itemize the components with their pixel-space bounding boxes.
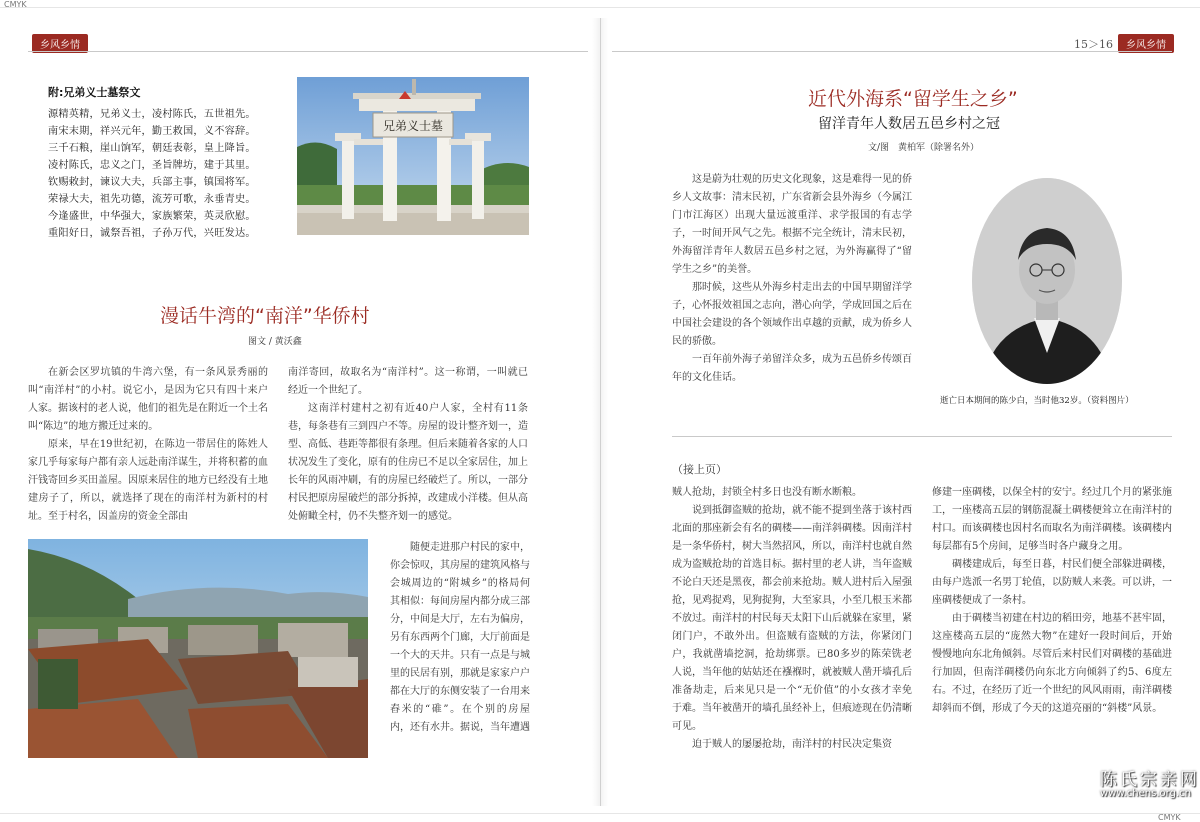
paragraph: 这是蔚为壮观的历史文化现象，这是难得一见的侨乡人文故事：清末民初，广东省新会县外海乡（今属江门市江海区）出现大量远渡重洋、求学报国的有志学子，一时间开风气之先。根据不完全统计，清末民初，外海留洋青年人数居五邑乡村之冠，为外海赢得了“留学生之乡”的美誉。	[672, 174, 912, 275]
continued-col-1	[672, 484, 912, 754]
jiwen-block	[48, 84, 288, 242]
paragraph: 迫于贼人的屡屡抢劫，南洋村的村民决定集资	[692, 739, 892, 750]
jiwen-line: 凌村陈氏，忠义之门，圣旨牌坊，建于其里。	[48, 160, 256, 171]
memorial-arch-photo	[297, 77, 529, 235]
section-divider	[672, 436, 1172, 437]
left-section-tag: 乡风乡情	[32, 34, 88, 53]
paragraph: 这南洋村建村之初有近40户人家，全村有11条巷，每条巷有三到四户不等。房屋的设计整齐划一，造型、高低、巷距等都很有条理。但后来随着各家的人口状况发生了变化，原有的住房已不足以全家居住，加上长年的风雨冲刷，有的房屋已经破烂了。所以，一部分村民把原房屋破烂的部分拆掉，改建成小洋楼。但从高处俯瞰全村，仍不失整齐划一的感觉。	[288, 403, 528, 522]
left-header-rule	[28, 51, 588, 52]
page-number: 15＞16	[1074, 38, 1113, 51]
jiwen-line: 源精英精，兄弟义士，凌村陈氏，五世祖先。	[48, 109, 256, 120]
village-rooftops-photo	[28, 539, 368, 758]
continued-label: （接上页）	[672, 463, 727, 476]
top-trim-line	[0, 7, 1200, 8]
paragraph: 碉楼建成后，每至日暮，村民们便全部躲进碉楼，由每户选派一名男丁轮值，以防贼人来袭。可以讲，一座碉楼便成了一条村。	[932, 559, 1172, 606]
paragraph: 原来，早在19世纪初，在陈边一带居住的陈姓人家几乎每家每户都有亲人远赴南洋谋生，并将积蓄的血汗钱寄回乡买田盖屋。因原来居住的地方已经没有土地建房子了，所以，就选择了现在的南洋村为新村的村址。至于村名，因盖房的资金全部由	[28, 439, 268, 522]
left-article-col-3	[390, 539, 530, 737]
cmyk-mark: CMYK	[4, 0, 27, 9]
jiwen-line: 三千石粮，崖山饷军，朝廷表彰，皇上降旨。	[48, 143, 256, 154]
jiwen-line: 南宋末期，祥兴元年，勤王救国，义不容辞。	[48, 126, 256, 137]
right-article-title: 近代外海系“留学生之乡”	[808, 88, 1018, 110]
jiwen-line: 荣禄大夫，祖先功德，流芳可歌，永垂青史。	[48, 194, 256, 205]
portrait-caption: 逝亡日本期间的陈少白，当时他32岁。（资料图片）	[940, 396, 1134, 406]
continued-col-2	[932, 484, 1172, 718]
jiwen-line: 重阳好日，诚祭吾祖，子孙万代，兴旺发达。	[48, 228, 256, 239]
watermark-site-name: 陈氏宗亲网	[1100, 770, 1200, 790]
left-article-col-2	[288, 364, 528, 526]
paragraph: 一百年前外海子弟留洋众多，成为五邑侨乡传颂百年的文化佳话。	[672, 354, 912, 383]
paragraph: 说到抵御盗贼的抢劫，就不能不提到坐落于该村西北面的那座新会有名的碉楼——南洋斜碉楼。因南洋村是一条华侨村，树大当然招风，所以，南洋村也就自然成为盗贼抢劫的首选目标。据村里的老人讲，当年盗贼不论白天还是黑夜，都会前来抢劫。贼人进村后入屋强抢，见鸡捉鸡，见狗捉狗，大至家具，小至几根玉米都不放过。南洋村的村民每天太阳下山后就躲在家里，紧闭门户，不敢外出。但盗贼有盗贼的方法，你紧闭门户，我就凿墙挖洞，抢劫绑票。已80多岁的陈荣铣老人说，当年他的姑姑还在襁褓时，就被贼人凿开墙孔后准备劫走，后来见只是一个“无价值”的小女孩才幸免于难。当年被凿开的墙孔虽经补上，但痕迹现在仍清晰可见。	[672, 505, 912, 732]
portrait-photo	[972, 178, 1122, 384]
watermark-url: www.chens.org.cn	[1100, 788, 1191, 799]
paragraph: 在新会区罗坑镇的牛湾六堡，有一条风景秀丽的叫“南洋村”的小村。说它小，是因为它只有四十来户人家。据该村的老人说，他们的祖先是在附近一个土名叫“陈边”的地方搬迁过来的。	[28, 367, 268, 432]
right-section-tag: 乡风乡情	[1118, 34, 1174, 53]
left-article-byline: 图文 / 黄沃鑫	[248, 337, 302, 347]
cmyk-mark-bottom: CMYK	[1158, 813, 1181, 822]
jiwen-line: 钦赐敕封，谏议大夫，兵部主事，镇国将军。	[48, 177, 256, 188]
paragraph: 修建一座碉楼，以保全村的安宁。经过几个月的紧张施工，一座楼高五层的钢筋混凝土碉楼便耸立在南洋村的村口。而该碉楼也因村名而取名为南洋碉楼。该碉楼内每层都有5个房间，足够当时各户藏身之用。	[932, 487, 1172, 552]
jiwen-title: 附:兄弟义士墓祭文	[48, 86, 141, 99]
right-header-rule	[612, 51, 1172, 52]
arch-plaque-text: 兄弟义士墓	[382, 119, 444, 133]
paragraph: 那时候，这些从外海乡村走出去的中国早期留洋学子，心怀报效祖国之志向，潜心向学，学成回国之后在中国社会建设的各个领域作出卓越的贡献，成为侨乡人民的骄傲。	[672, 282, 912, 347]
left-article-title: 漫话牛湾的“南洋”华侨村	[160, 305, 370, 327]
memorial-arch-illustration	[297, 77, 529, 235]
portrait-illustration	[972, 178, 1122, 384]
right-article-intro	[672, 171, 912, 387]
jiwen-line: 今逢盛世，中华强大，家族繁荣，英灵欣慰。	[48, 211, 256, 222]
right-article-subtitle: 留洋青年人数居五邑乡村之冠	[818, 116, 1000, 132]
right-article-byline: 文/图 黄柏军（除署名外）	[868, 143, 980, 153]
bottom-trim-line	[0, 813, 1200, 814]
paragraph: 贼人抢劫，封锁全村多日也没有断水断粮。	[672, 487, 862, 498]
left-article-col-1	[28, 364, 268, 526]
page-spine	[600, 18, 601, 806]
paragraph: 南洋寄回，故取名为“南洋村”。这一称谓，一叫就已经近一个世纪了。	[288, 367, 528, 396]
paragraph: 由于碉楼当初建在村边的稻田旁，地基不甚牢固，这座楼高五层的“庞然大物”在建好一段时间后，开始慢慢地向东北角倾斜。尽管后来村民们对碉楼的基础进行加固，但南洋碉楼仍向东北方向倾斜了约5、6度左右。不过，在经历了近一个世纪的风风雨雨，南洋碉楼却斜而不倒，形成了今天的这道亮丽的“斜楼”风景。	[932, 613, 1172, 714]
paragraph: 随便走进那户村民的家中，你会惊叹，其房屋的建筑风格与会城周边的“附城乡”的格局何其相似：每间房屋内都分成三部分，中间是大厅，左右为偏房，另有东西两个门廊，大厅前面是一个大的天井。只有一点是与城里的民居有别，那就是家家户户都在大厅的东侧安装了一台用来舂米的“碓”。在个别的房屋内，还有水井。据说，当年遭遇	[390, 542, 530, 733]
village-rooftops-illustration	[28, 539, 368, 758]
